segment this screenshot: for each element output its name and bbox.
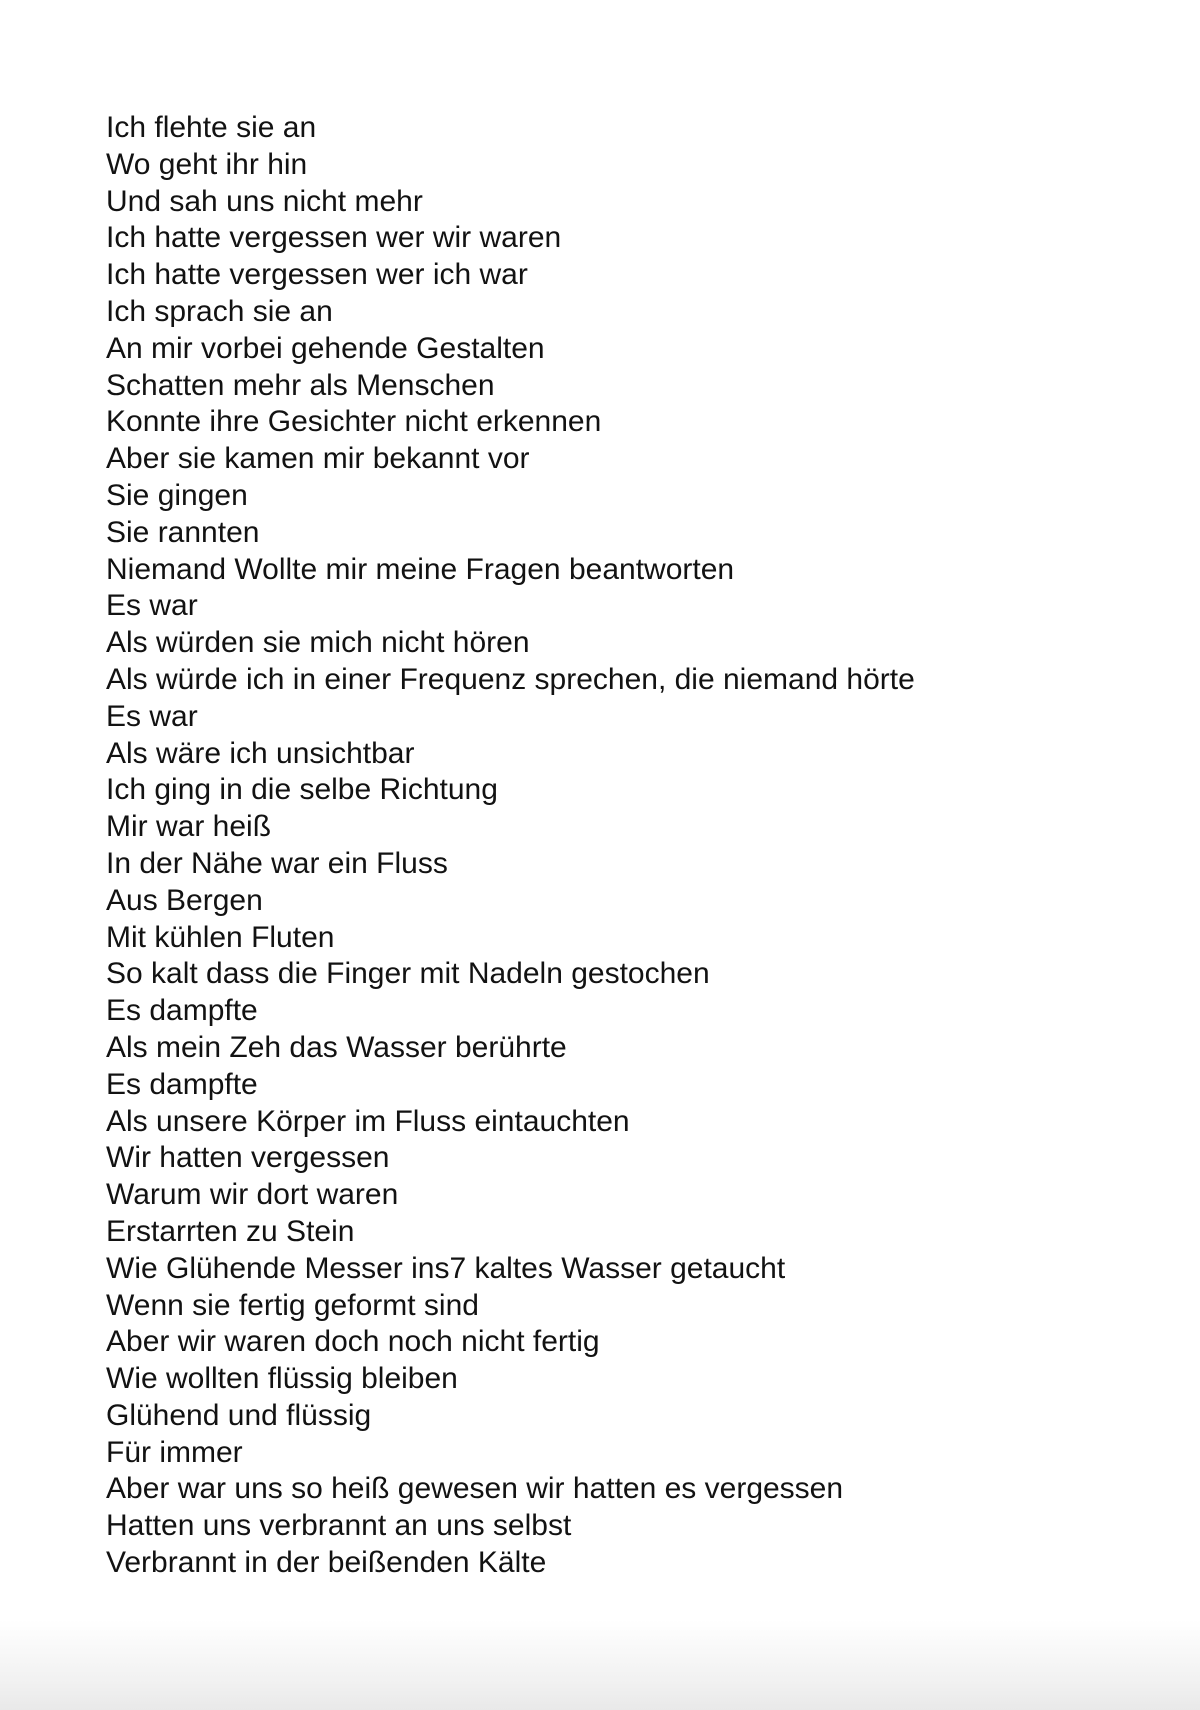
poem-line: Als mein Zeh das Wasser berührte — [106, 1030, 567, 1064]
poem-line: Konnte ihre Gesichter nicht erkennen — [106, 405, 602, 439]
poem-line: Für immer — [106, 1435, 243, 1469]
poem-line: Als würde ich in einer Frequenz sprechen, die niemand hörte — [106, 662, 915, 696]
poem-line: Aber sie kamen mir bekannt vor — [106, 442, 530, 476]
poem-line: Hatten uns verbrannt an uns selbst — [106, 1509, 572, 1543]
poem-line: Wir hatten vergessen — [106, 1141, 390, 1175]
poem-line: So kalt dass die Finger mit Nadeln gestochen — [106, 957, 710, 991]
poem-line: Mir war heiß — [106, 810, 272, 844]
poem-line: In der Nähe war ein Fluss — [106, 846, 448, 880]
poem-line: Verbrannt in der beißenden Kälte — [106, 1546, 547, 1580]
poem-line: Sie rannten — [106, 515, 260, 549]
poem-line: Ich hatte vergessen wer ich war — [106, 258, 528, 292]
poem-line: Ich flehte sie an — [106, 111, 317, 144]
poem-line: Mit kühlen Fluten — [106, 920, 335, 954]
poem-line: Ich hatte vergessen wer wir waren — [106, 221, 562, 255]
poem-line: Als wäre ich unsichtbar — [106, 736, 415, 770]
poem-line: Es war — [106, 589, 198, 623]
poem-line: Es war — [106, 699, 198, 733]
poem-line: Und sah uns nicht mehr — [106, 184, 423, 218]
poem-line: Wo geht ihr hin — [106, 147, 308, 181]
poem-line: Sie gingen — [106, 478, 248, 512]
poem-line: Es dampfte — [106, 1067, 258, 1101]
poem-line: Es dampfte — [106, 994, 258, 1028]
page-bottom-shadow — [0, 1620, 1200, 1710]
poem-line: An mir vorbei gehende Gestalten — [106, 331, 545, 365]
poem-line: Als unsere Körper im Fluss eintauchten — [106, 1104, 630, 1138]
poem-line: Ich ging in die selbe Richtung — [106, 773, 498, 807]
poem-line: Glühend und flüssig — [106, 1398, 372, 1432]
poem-line: Aber war uns so heiß gewesen wir hatten es vergessen — [106, 1472, 844, 1506]
poem-line: Erstarrten zu Stein — [106, 1214, 355, 1248]
poem-line: Niemand Wollte mir meine Fragen beantworten — [106, 552, 735, 586]
poem-line: Schatten mehr als Menschen — [106, 368, 495, 402]
poem-line: Wie wollten flüssig bleiben — [106, 1362, 458, 1396]
poem-line: Warum wir dort waren — [106, 1178, 399, 1212]
poem-line: Aber wir waren doch noch nicht fertig — [106, 1325, 600, 1359]
poem-line: Als würden sie mich nicht hören — [106, 626, 530, 660]
poem-line: Wie Glühende Messer ins7 kaltes Wasser getaucht — [106, 1251, 786, 1285]
poem-line: Wenn sie fertig geformt sind — [106, 1288, 479, 1322]
poem-text — [106, 110, 1106, 1582]
poem-line: Ich sprach sie an — [106, 294, 333, 328]
poem-line: Aus Bergen — [106, 883, 263, 917]
